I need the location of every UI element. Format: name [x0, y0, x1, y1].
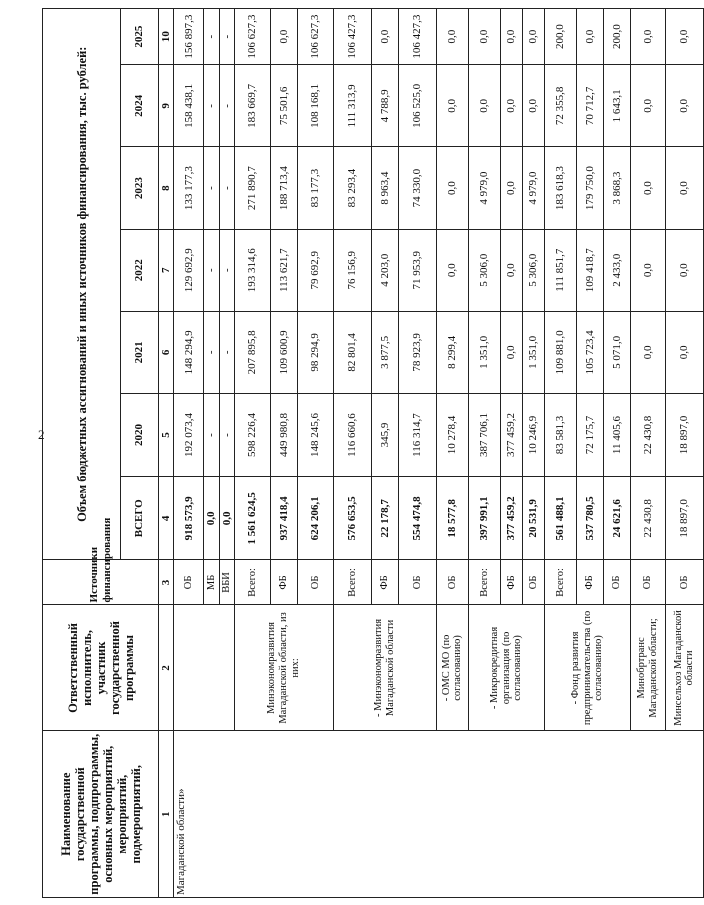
total-cell: 918 573,9 — [174, 477, 204, 560]
year-value-cell: 0,0 — [665, 9, 703, 65]
program-name-cell: Магаданской области» — [174, 731, 704, 898]
total-cell: 22 430,8 — [630, 477, 665, 560]
year-value-cell: 129 692,9 — [174, 229, 204, 311]
column-number: 7 — [159, 229, 174, 311]
year-value-cell: 11 405,6 — [603, 393, 630, 476]
year-value-cell: 1 351,0 — [468, 311, 500, 393]
year-value-cell: 0,0 — [630, 229, 665, 311]
year-value-cell: 0,0 — [500, 65, 522, 147]
year-value-cell: 4 979,0 — [522, 147, 544, 229]
year-value-cell: - — [204, 393, 219, 476]
year-value-cell: 207 895,8 — [234, 311, 270, 393]
responsible-cell: Минсельхоз Магаданской области — [665, 605, 703, 731]
source-cell: ОБ — [630, 560, 665, 605]
table-body — [174, 9, 704, 898]
header-source: Источники финансирования — [43, 560, 159, 605]
year-value-cell: 0,0 — [630, 9, 665, 65]
source-cell: ОБ — [522, 560, 544, 605]
total-cell: 624 206,1 — [297, 477, 333, 560]
year-value-cell: 148 245,6 — [297, 393, 333, 476]
year-value-cell: 72 175,7 — [576, 393, 603, 476]
year-value-cell: 113 621,7 — [270, 229, 297, 311]
year-value-cell: 0,0 — [436, 65, 468, 147]
year-value-cell: 200,0 — [544, 9, 576, 65]
year-value-cell: 82 801,4 — [333, 311, 371, 393]
year-value-cell: 4 203,0 — [371, 229, 398, 311]
year-value-cell: 0,0 — [500, 311, 522, 393]
year-value-cell: 0,0 — [630, 65, 665, 147]
year-value-cell: 22 430,8 — [630, 393, 665, 476]
responsible-cell: - Минэкономразвития Магаданской области — [333, 605, 436, 731]
source-cell: ВБИ — [219, 560, 234, 605]
year-value-cell: - — [204, 9, 219, 65]
year-value-cell: - — [204, 65, 219, 147]
year-value-cell: 79 692,9 — [297, 229, 333, 311]
year-value-cell: 0,0 — [576, 9, 603, 65]
source-cell: ФБ — [270, 560, 297, 605]
header-year-2023: 2023 — [121, 147, 159, 229]
year-value-cell: 449 980,8 — [270, 393, 297, 476]
header-year-2021: 2021 — [121, 311, 159, 393]
year-value-cell: 0,0 — [500, 9, 522, 65]
year-value-cell: - — [219, 65, 234, 147]
source-cell: ОБ — [174, 560, 204, 605]
year-value-cell: - — [219, 147, 234, 229]
year-value-cell: 193 314,6 — [234, 229, 270, 311]
responsible-cell: - Микрокредитная организация (по согласованию) — [468, 605, 544, 731]
column-number: 1 — [159, 731, 174, 898]
column-number: 2 — [159, 605, 174, 731]
year-value-cell: 0,0 — [468, 65, 500, 147]
year-value-cell: - — [204, 147, 219, 229]
table-row — [174, 9, 204, 898]
year-value-cell: 179 750,0 — [576, 147, 603, 229]
year-value-cell: 133 177,3 — [174, 147, 204, 229]
total-cell: 554 474,8 — [398, 477, 436, 560]
year-value-cell: 158 438,1 — [174, 65, 204, 147]
year-value-cell: 76 156,9 — [333, 229, 371, 311]
year-value-cell: 111 313,9 — [333, 65, 371, 147]
year-value-cell: - — [219, 9, 234, 65]
header-year-2024: 2024 — [121, 65, 159, 147]
year-value-cell: 8 963,4 — [371, 147, 398, 229]
source-cell: ОБ — [436, 560, 468, 605]
source-cell: Всего: — [234, 560, 270, 605]
year-value-cell: 0,0 — [665, 229, 703, 311]
year-value-cell: 83 581,3 — [544, 393, 576, 476]
column-number: 4 — [159, 477, 174, 560]
year-value-cell: - — [204, 311, 219, 393]
year-value-cell: 0,0 — [270, 9, 297, 65]
column-number: 9 — [159, 65, 174, 147]
year-value-cell: 5 306,0 — [468, 229, 500, 311]
total-cell: 20 531,9 — [522, 477, 544, 560]
year-value-cell: 200,0 — [603, 9, 630, 65]
header-year-2025: 2025 — [121, 9, 159, 65]
total-cell: 0,0 — [219, 477, 234, 560]
source-cell: МБ — [204, 560, 219, 605]
year-value-cell: 345,9 — [371, 393, 398, 476]
total-cell: 561 488,1 — [544, 477, 576, 560]
year-value-cell: 0,0 — [371, 9, 398, 65]
year-value-cell: 83 177,3 — [297, 147, 333, 229]
source-cell: ФБ — [500, 560, 522, 605]
total-cell: 377 459,2 — [500, 477, 522, 560]
year-value-cell: 72 355,8 — [544, 65, 576, 147]
year-value-cell: 78 923,9 — [398, 311, 436, 393]
responsible-cell: - ОМС МО (по согласованию) — [436, 605, 468, 731]
year-value-cell: 109 881,0 — [544, 311, 576, 393]
year-value-cell: 0,0 — [436, 9, 468, 65]
total-cell: 24 621,6 — [603, 477, 630, 560]
year-value-cell: 0,0 — [630, 311, 665, 393]
year-value-cell: 1 351,0 — [522, 311, 544, 393]
year-value-cell: - — [219, 229, 234, 311]
total-cell: 18 897,0 — [665, 477, 703, 560]
year-value-cell: - — [219, 311, 234, 393]
year-value-cell: 109 600,9 — [270, 311, 297, 393]
year-value-cell: 0,0 — [436, 147, 468, 229]
header-funding-group: Объем бюджетных ассигнований и иных источников финансирования, тыс. рублей: — [43, 9, 121, 560]
year-value-cell: 0,0 — [436, 229, 468, 311]
total-cell: 22 178,7 — [371, 477, 398, 560]
source-cell: Всего: — [544, 560, 576, 605]
year-value-cell: 106 627,3 — [234, 9, 270, 65]
year-value-cell: 70 712,7 — [576, 65, 603, 147]
column-number: 10 — [159, 9, 174, 65]
year-value-cell: 4 788,9 — [371, 65, 398, 147]
responsible-cell: - Фонд развития предпринимательства (по согласованию) — [544, 605, 630, 731]
page-number: 2 — [38, 427, 45, 442]
header-program-name: Наименование государственной программы, подпрограммы, основных мероприятий, мероприятий, подмероприятий, — [43, 731, 159, 898]
total-cell: 1 561 624,5 — [234, 477, 270, 560]
source-cell: ОБ — [665, 560, 703, 605]
year-value-cell: 271 890,7 — [234, 147, 270, 229]
year-value-cell: 10 278,4 — [436, 393, 468, 476]
year-value-cell: 0,0 — [665, 65, 703, 147]
header-year-2022: 2022 — [121, 229, 159, 311]
year-value-cell: 116 314,7 — [398, 393, 436, 476]
total-cell: 397 991,1 — [468, 477, 500, 560]
year-value-cell: 106 427,3 — [398, 9, 436, 65]
year-value-cell: 0,0 — [500, 229, 522, 311]
column-number: 6 — [159, 311, 174, 393]
source-cell: ОБ — [297, 560, 333, 605]
year-value-cell: 148 294,9 — [174, 311, 204, 393]
year-value-cell: 598 226,4 — [234, 393, 270, 476]
source-cell: ОБ — [603, 560, 630, 605]
source-cell: ФБ — [576, 560, 603, 605]
year-value-cell: 387 706,1 — [468, 393, 500, 476]
year-value-cell: 0,0 — [522, 9, 544, 65]
year-value-cell: 188 713,4 — [270, 147, 297, 229]
total-cell: 18 577,8 — [436, 477, 468, 560]
year-value-cell: 71 953,9 — [398, 229, 436, 311]
year-value-cell: 3 877,5 — [371, 311, 398, 393]
header-year-2020: 2020 — [121, 393, 159, 476]
year-value-cell: 183 618,3 — [544, 147, 576, 229]
year-value-cell: 83 293,4 — [333, 147, 371, 229]
year-value-cell: - — [219, 393, 234, 476]
column-number-row — [159, 9, 174, 898]
year-value-cell: 18 897,0 — [665, 393, 703, 476]
total-cell: 937 418,4 — [270, 477, 297, 560]
header-year-total: ВСЕГО — [121, 477, 159, 560]
year-value-cell: 75 501,6 — [270, 65, 297, 147]
source-cell: ОБ — [398, 560, 436, 605]
year-value-cell: 156 897,3 — [174, 9, 204, 65]
rotated-table-container — [42, 8, 696, 898]
year-value-cell: 74 330,0 — [398, 147, 436, 229]
year-value-cell: - — [204, 229, 219, 311]
total-cell: 0,0 — [204, 477, 219, 560]
responsible-cell — [174, 605, 235, 731]
year-value-cell: 0,0 — [630, 147, 665, 229]
year-value-cell: 116 660,6 — [333, 393, 371, 476]
source-cell: Всего: — [468, 560, 500, 605]
year-value-cell: 3 868,3 — [603, 147, 630, 229]
year-value-cell: 106 627,3 — [297, 9, 333, 65]
column-number: 5 — [159, 393, 174, 476]
year-value-cell: 0,0 — [468, 9, 500, 65]
source-cell: Всего: — [333, 560, 371, 605]
year-value-cell: 377 459,2 — [500, 393, 522, 476]
year-value-cell: 4 979,0 — [468, 147, 500, 229]
year-value-cell: 2 433,0 — [603, 229, 630, 311]
year-value-cell: 109 418,7 — [576, 229, 603, 311]
year-value-cell: 8 299,4 — [436, 311, 468, 393]
year-value-cell: 1 643,1 — [603, 65, 630, 147]
header-responsible: Ответственный исполнитель, участник государственной программы — [43, 605, 159, 731]
year-value-cell: 106 427,3 — [333, 9, 371, 65]
responsible-cell: Минобртранс Магаданской области; — [630, 605, 665, 731]
source-cell: ФБ — [371, 560, 398, 605]
year-value-cell: 98 294,9 — [297, 311, 333, 393]
year-value-cell: 105 723,4 — [576, 311, 603, 393]
year-value-cell: 5 071,0 — [603, 311, 630, 393]
total-cell: 537 780,5 — [576, 477, 603, 560]
year-value-cell: 108 168,1 — [297, 65, 333, 147]
year-value-cell: 5 306,0 — [522, 229, 544, 311]
year-value-cell: 10 246,9 — [522, 393, 544, 476]
year-value-cell: 106 525,0 — [398, 65, 436, 147]
year-value-cell: 0,0 — [500, 147, 522, 229]
year-value-cell: 111 851,7 — [544, 229, 576, 311]
year-value-cell: 0,0 — [665, 311, 703, 393]
column-number: 8 — [159, 147, 174, 229]
responsible-cell: Минэкономразвития Магаданской области, из них: — [234, 605, 333, 731]
year-value-cell: 0,0 — [665, 147, 703, 229]
column-number: 3 — [159, 560, 174, 605]
year-value-cell: 183 669,7 — [234, 65, 270, 147]
total-cell: 576 653,5 — [333, 477, 371, 560]
funding-table — [42, 8, 704, 898]
year-value-cell: 0,0 — [522, 65, 544, 147]
year-value-cell: 192 073,4 — [174, 393, 204, 476]
